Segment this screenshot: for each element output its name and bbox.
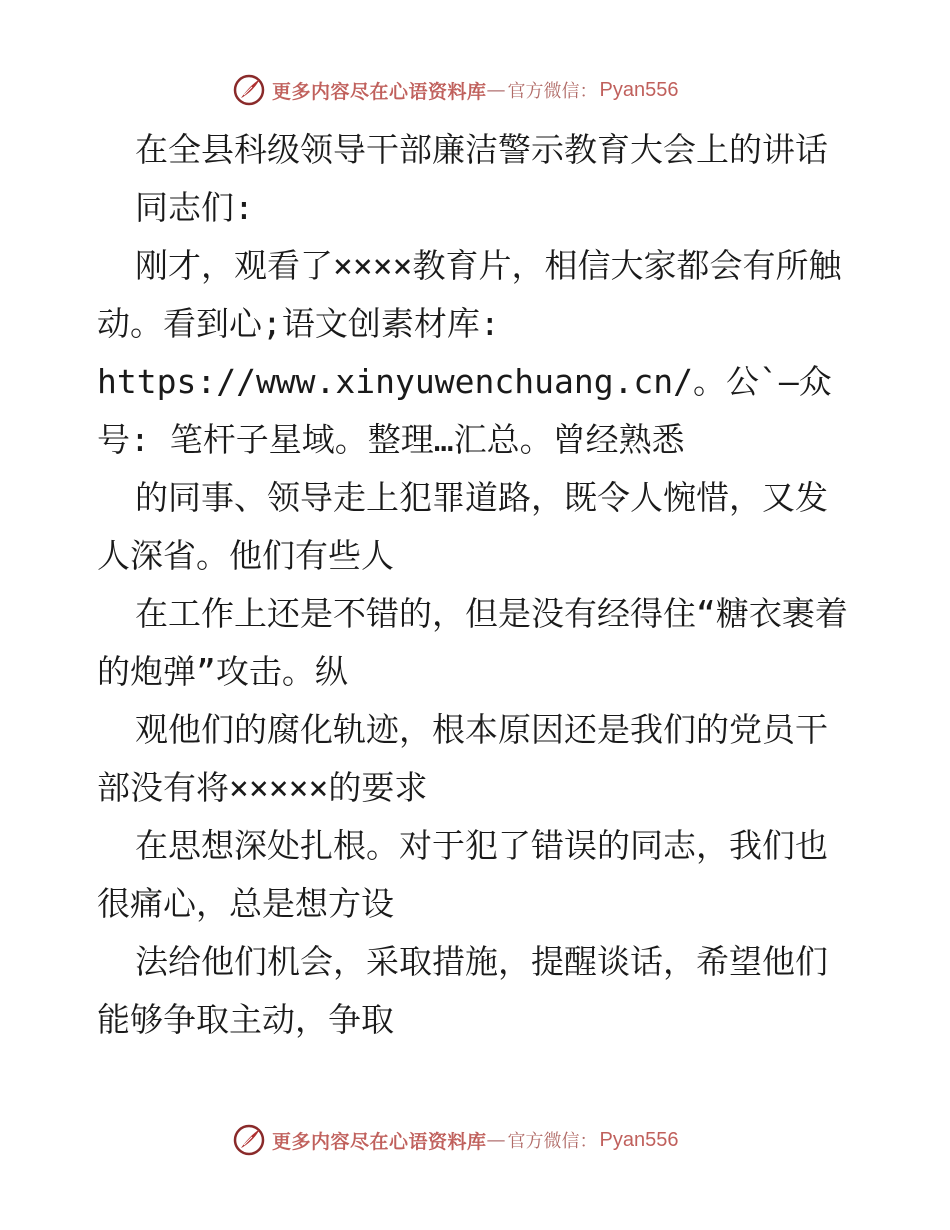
paragraph: 的同事、领导走上犯罪道路，既令人惋惜，又发人深省。他们有些人 bbox=[97, 478, 828, 575]
footer-banner bbox=[232, 1122, 678, 1158]
banner-main-text: 更多内容尽在心语资料库 bbox=[272, 80, 487, 103]
header-banner bbox=[232, 72, 678, 108]
feather-pen-circle-icon bbox=[232, 73, 266, 107]
paragraph: 在工作上还是不错的，但是没有经得住“糖衣裹着的炮弹”攻击。纵 bbox=[97, 594, 848, 691]
feather-pen-circle-icon bbox=[232, 1123, 266, 1157]
paragraph: 在思想深处扎根。对于犯了错误的同志，我们也很痛心，总是想方设 bbox=[97, 826, 828, 923]
banner-official-wechat-label: 官方微信： bbox=[507, 1131, 598, 1152]
document-body bbox=[97, 121, 857, 1049]
banner-main-text: 更多内容尽在心语资料库 bbox=[272, 1130, 487, 1153]
banner-official-wechat-label: 官方微信： bbox=[507, 81, 598, 102]
document-title: 在全县科级领导干部廉洁警示教育大会上的讲话 bbox=[135, 130, 828, 169]
paragraph: 观他们的腐化轨迹，根本原因还是我们的党员干部没有将×××××的要求 bbox=[97, 710, 828, 807]
paragraph: 刚才，观看了××××教育片，相信大家都会有所触动。看到心;语文创素材库: https://www.xinyuwenchuang.cn/。公`—众号: 笔杆子星域。整理…汇总。曾经熟悉 bbox=[97, 246, 842, 459]
banner-dash: — bbox=[486, 79, 506, 101]
banner-dash: — bbox=[486, 1129, 506, 1151]
salutation: 同志们: bbox=[135, 188, 254, 227]
paragraph: 法给他们机会，采取措施，提醒谈话，希望他们能够争取主动，争取 bbox=[97, 942, 828, 1039]
banner-wechat-id: Pyan556 bbox=[599, 78, 679, 101]
banner-wechat-id: Pyan556 bbox=[599, 1128, 679, 1151]
